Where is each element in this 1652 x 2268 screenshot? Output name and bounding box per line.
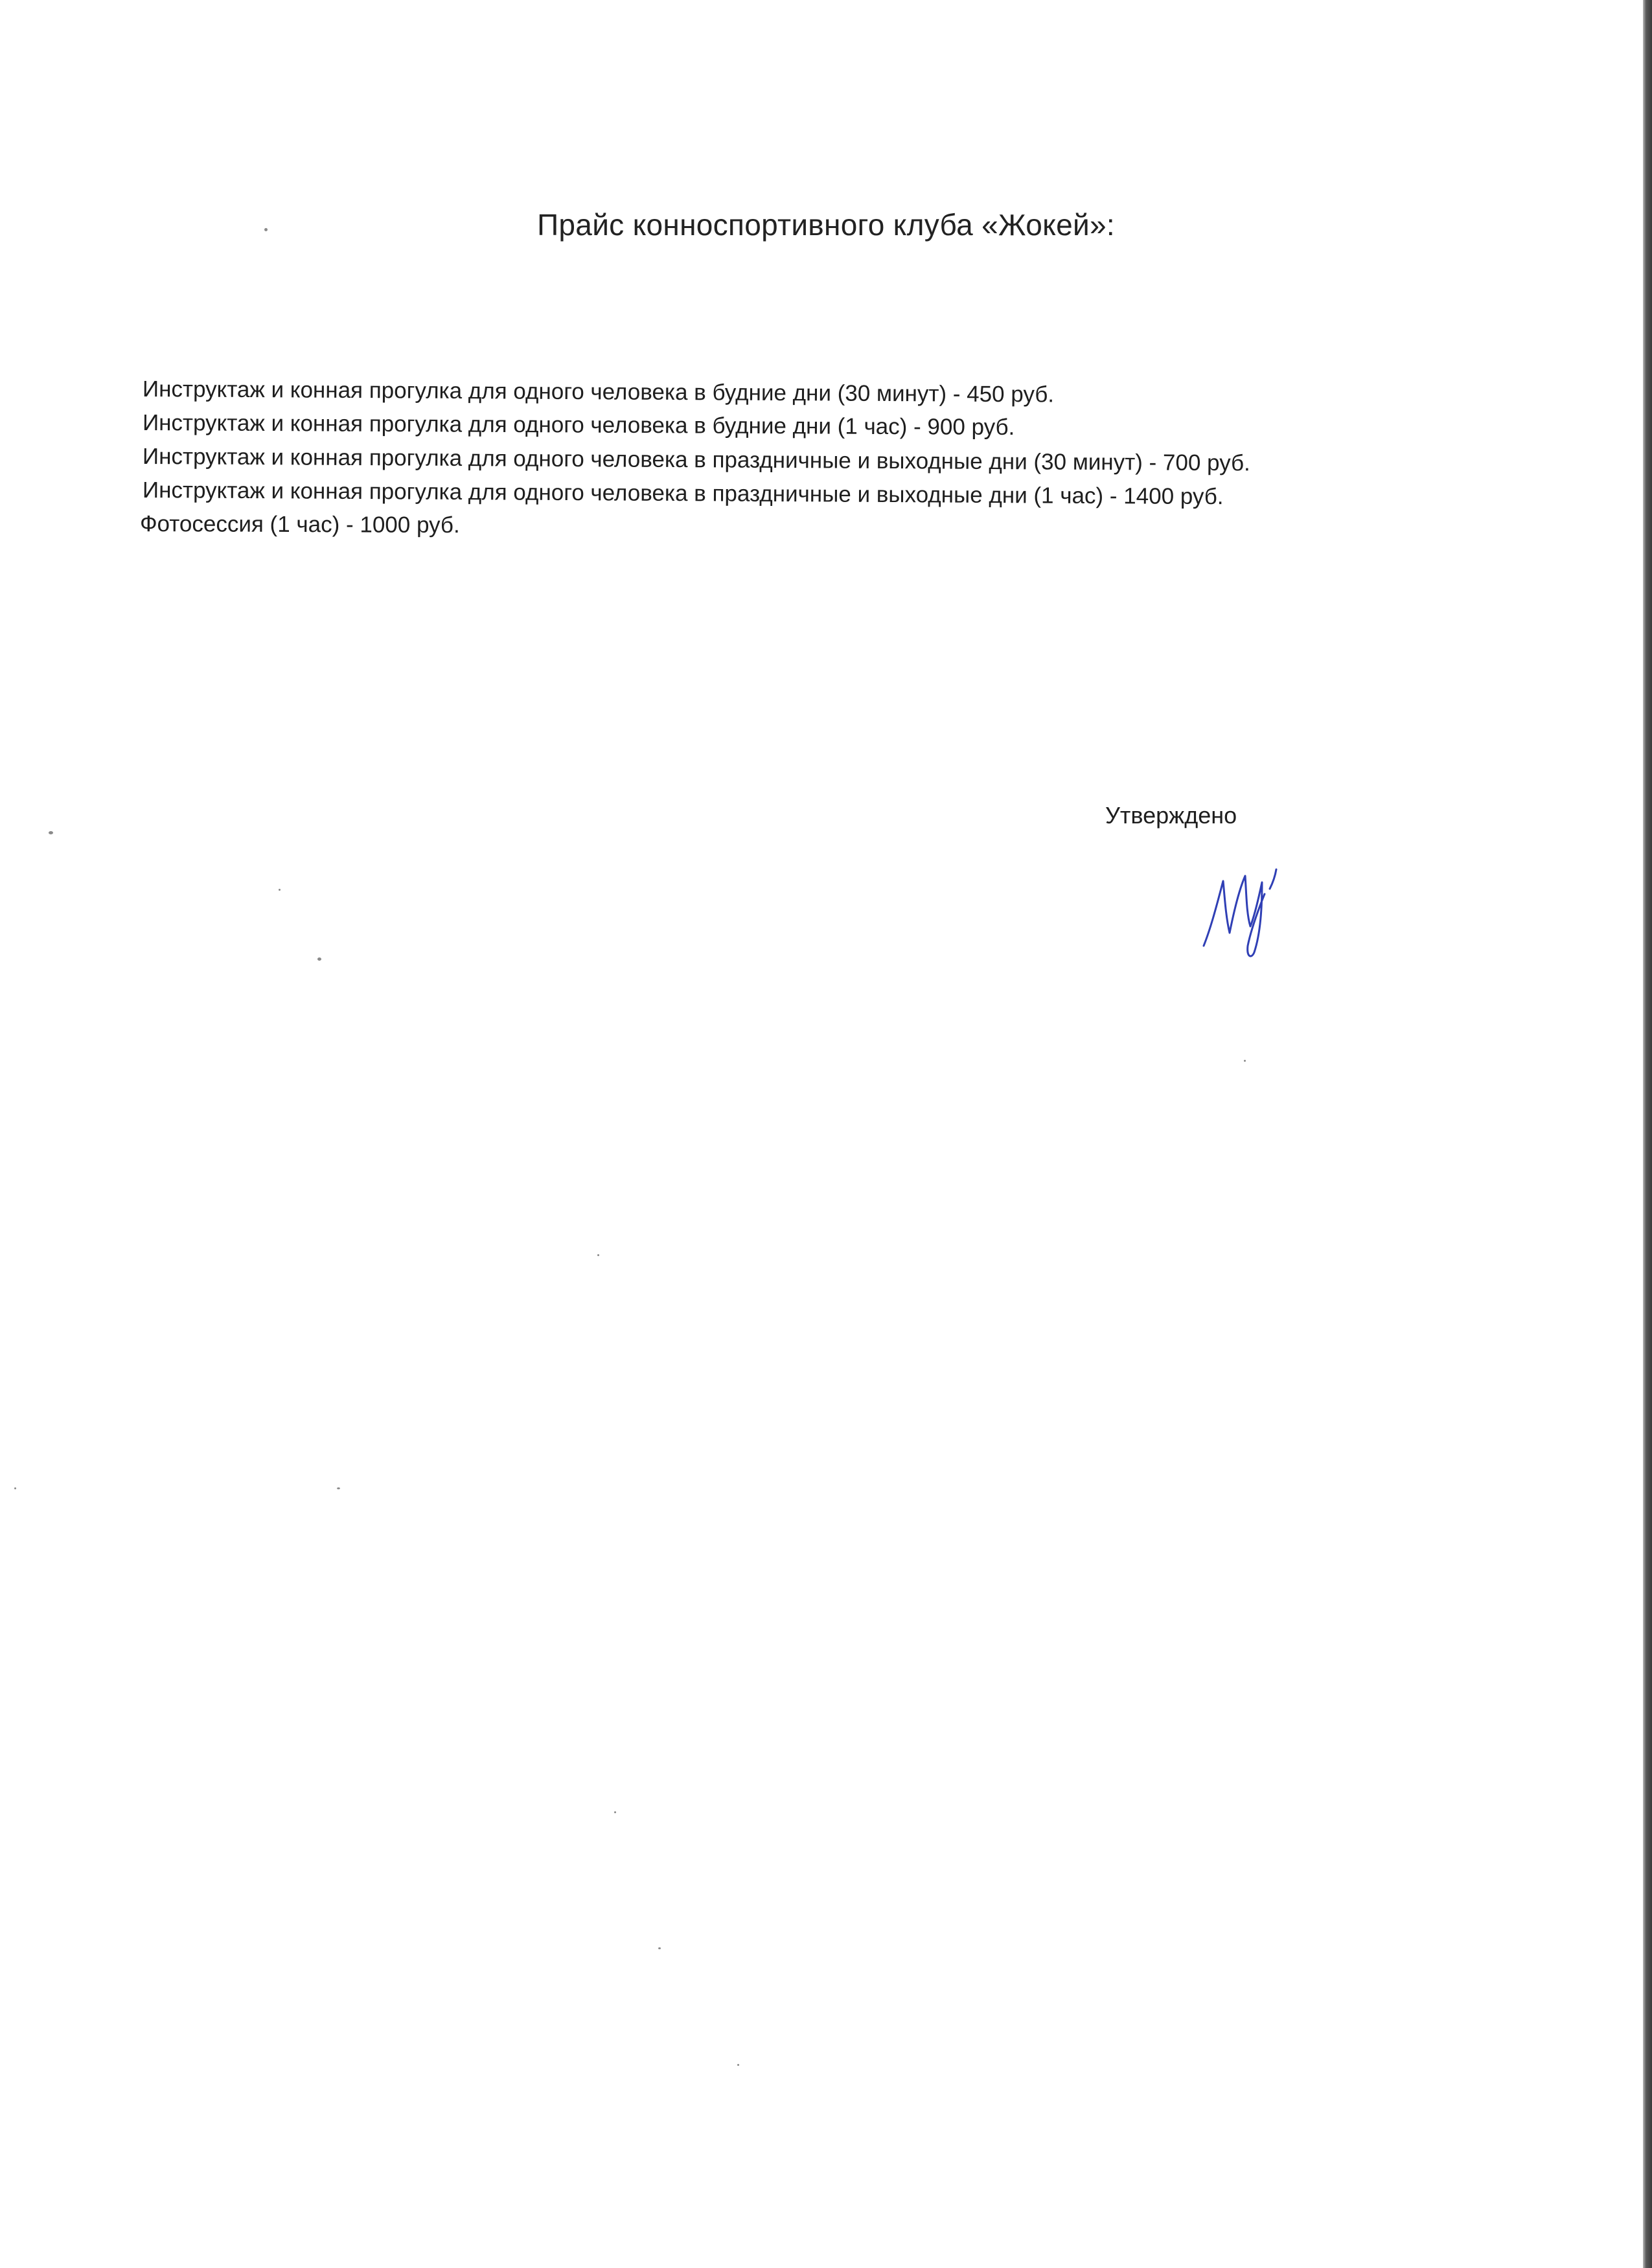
price-item: Инструктаж и конная прогулка для одного человека в будние дни (30 минут) - 450 руб.: [142, 376, 1055, 407]
approval-label: Утверждено: [1105, 802, 1237, 829]
scan-speck: [264, 228, 268, 231]
scan-speck: [279, 889, 281, 891]
price-item: Инструктаж и конная прогулка для одного человека в праздничные и выходные дни (30 минут) - 700 руб.: [142, 444, 1250, 476]
scan-speck: [317, 957, 321, 961]
scan-speck: [614, 1811, 616, 1813]
signature-mark: [1192, 855, 1309, 972]
scan-speck: [1244, 1060, 1246, 1062]
price-item: Инструктаж и конная прогулка для одного человека в праздничные и выходные дни (1 час) - 1400 руб.: [142, 477, 1224, 510]
price-list: [139, 372, 1406, 541]
price-item: Фотосессия (1 час) - 1000 руб.: [139, 511, 460, 538]
price-item: Инструктаж и конная прогулка для одного человека в будние дни (1 час) - 900 руб.: [142, 410, 1015, 441]
scan-speck: [658, 1947, 661, 1949]
scan-speck: [597, 1254, 599, 1256]
scan-edge-shadow: [1643, 0, 1652, 2268]
scan-speck: [337, 1487, 340, 1489]
scan-speck: [14, 1487, 16, 1489]
scan-speck: [737, 2064, 739, 2066]
scan-speck: [49, 831, 53, 834]
document-title: Прайс конноспортивного клуба «Жокей»:: [537, 208, 1115, 242]
